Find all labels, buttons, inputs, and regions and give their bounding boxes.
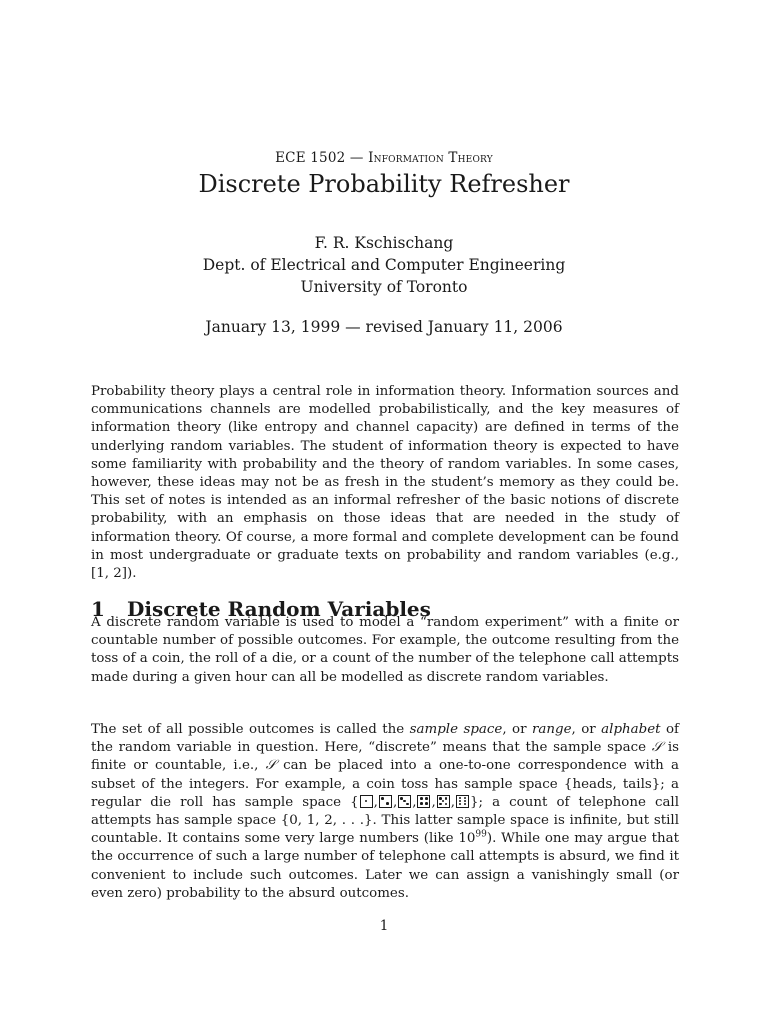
section-title: Discrete Random Variables — [127, 597, 431, 621]
author-block — [0, 232, 768, 298]
section-paragraph-1-text: A discrete random variable is used to model a “random experiment” with a finite or countable number of possible outcomes. For example, the outcome resulting from the toss of a coin, the roll of a die, or a count of the number of the telephone call attempts made during a given hour can all be modelled as discrete random variables. — [91, 615, 679, 685]
page-number: 1 — [379, 918, 389, 934]
die-one-icon — [360, 795, 373, 808]
para2-text-2: , or — [502, 722, 532, 737]
die-six-icon — [456, 795, 469, 808]
die-five-icon — [437, 795, 450, 808]
course-name: Information Theory — [368, 150, 493, 166]
die-two-icon — [379, 795, 392, 808]
section-number: 1 — [91, 597, 105, 621]
exponent: 99 — [475, 829, 487, 840]
sample-space-symbol: 𝒮 — [651, 740, 663, 756]
term-sample-space: sample space — [409, 722, 503, 737]
para2-text-4: of the random variable in question. Here, “discrete” means that the sample space — [91, 722, 679, 756]
para2-text-3: , or — [571, 722, 602, 737]
die-three-icon — [398, 795, 411, 808]
para2-text-7: }; a count of telephone call attempts has sample space {0, 1, 2, . . .}. This latter sample space is infinite, but still countable. It contains some very large numbers (like 10 — [91, 794, 679, 847]
abstract-paragraph: Probability theory plays a central role in information theory. Information sources and communications channels are modelled probabilistically, and the key measures of information theory (like entropy and channel capacity) are defined in terms of the underlying random variables. The student of information theory is expected to have some familiarity with probability and the theory of random variables. In some cases, however, these ideas may not be as fresh in the student’s memory as they could be. This set of notes is intended as an informal refresher of the basic notions of discrete probability, with an emphasis on those ideas that are needed in the study of information theory. Of course, a more formal and complete development can be found in most undergraduate or graduate texts on probability and random variables (e.g., [1, 2]). — [91, 384, 679, 582]
section-paragraph-1 — [91, 614, 679, 687]
author-university: University of Toronto — [300, 278, 468, 296]
para2-text-5: is finite or countable, i.e., — [91, 740, 679, 774]
course-heading — [0, 150, 768, 166]
term-range: range — [531, 722, 572, 737]
section-paragraph-2: The set of all possible outcomes is called the sample space, or range, or alphabet of the random variable in question. Here, “discrete” means that the sample space 𝒮 is finite or countable, i.e., 𝒮 can be placed into a one-to-one correspondence with a subset of the integers. For example, a coin toss has sample space {heads, tails}; a regular die roll has sample space { , , , , , }; a count of telephone call attempts has sample space {0, 1, 2, . . .}. This latter sample space is infinite, but still countable. It contains some very large numbers (like $10^{99}$). While one may argue that the occurrence of such a large number of telephone call attempts is absurd, we find it convenient to include such outcomes. Later we can assign a vanishingly small (or even zero) probability to the absurd outcomes. — [91, 722, 679, 901]
author-department: Dept. of Electrical and Computer Engineering — [202, 256, 566, 274]
para2-text-6: can be placed into a one-to-one correspondence with a subset of the integers. For example, a coin toss has sample space {heads, tails}; a regular die roll has sample space { — [91, 758, 679, 810]
para2-text-8: ). While one may argue that the occurrence of such a large number of telephone call attempts is absurd, we find it convenient to include such outcomes. Later we can assign a vanishingly small (or even zero) probability to the absurd outcomes. — [91, 831, 679, 901]
die-four-icon — [417, 795, 430, 808]
author-name: F. R. Kschischang — [314, 234, 454, 252]
document-date: January 13, 1999 — revised January 11, 2006 — [205, 318, 563, 336]
para2-text-1: The set of all possible outcomes is called the — [91, 722, 410, 737]
term-alphabet: alphabet — [601, 722, 661, 737]
sample-space-symbol: 𝒮 — [265, 758, 276, 774]
course-number: ECE 1502 — — [275, 150, 369, 166]
page-title: Discrete Probability Refresher — [198, 170, 570, 198]
